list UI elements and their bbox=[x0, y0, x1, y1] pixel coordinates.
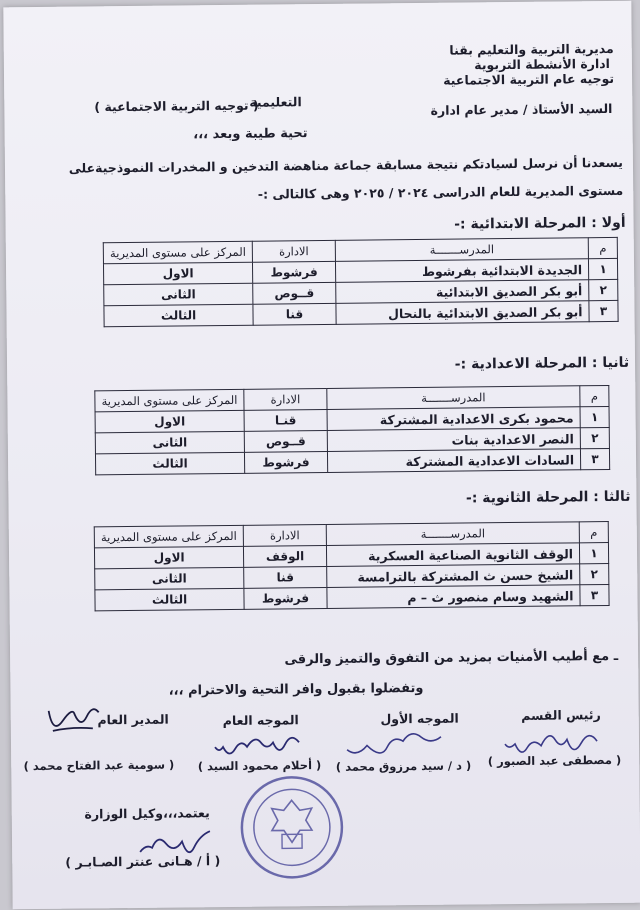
header-activities-admin: ادارة الأنشطة التربوية bbox=[474, 55, 610, 73]
signature-title-first-supervisor: الموجه الأول bbox=[380, 710, 459, 727]
document-page bbox=[3, 1, 640, 910]
intro-line-1: يسعدنا أن نرسل لسيادتكم نتيجة مسابقة جماعة مناهضة التدخين و المخدرات النموذجيةعلى bbox=[68, 154, 624, 176]
official-stamp bbox=[236, 772, 347, 883]
header-num: م bbox=[588, 237, 617, 258]
row-num: ٢ bbox=[580, 564, 609, 585]
header-block bbox=[443, 41, 614, 88]
section-primary-title: أولا : المرحلة الابتدائية :- bbox=[454, 214, 626, 233]
row-school: الوقف الثانوية الصناعية العسكرية bbox=[326, 543, 579, 567]
row-num: ١ bbox=[588, 258, 617, 279]
signature-title-general-director: المدير العام bbox=[97, 711, 169, 728]
row-num: ٣ bbox=[580, 448, 609, 469]
row-school: الشهيد وسام منصور ث – م bbox=[327, 585, 580, 609]
header-admin: الادارة bbox=[244, 388, 327, 410]
row-rank: الثالث bbox=[96, 452, 245, 475]
header-admin: الادارة bbox=[243, 524, 326, 546]
section-secondary-title: ثالثا : المرحلة الثانوية :- bbox=[465, 488, 631, 507]
header-admin: الادارة bbox=[252, 240, 335, 262]
addressee-left: ( توجيه التربية الاجتماعية ) bbox=[94, 97, 259, 115]
intro-line-2: مستوى المديرية للعام الدراسى ٢٠٢٤ / ٢٠٢٥ وهى كالتالى :- bbox=[257, 182, 624, 202]
signature-name-general-director: ( سومية عبد الفتاح محمد ) bbox=[23, 757, 175, 774]
table-preparatory bbox=[94, 385, 610, 475]
signature-name-first-supervisor: ( د / سيد مرزوق محمد ) bbox=[335, 758, 472, 774]
header-school: المدرســـــــة bbox=[326, 522, 579, 546]
signature-name-section-head: ( مصطفى عبد الصبور ) bbox=[487, 752, 622, 769]
row-school: أبو بكر الصديق الابتدائية بالنحال bbox=[336, 301, 589, 325]
signature-title-general-supervisor: الموجه العام bbox=[222, 712, 299, 729]
row-rank: الثالث bbox=[95, 588, 244, 611]
signature-name-general-supervisor: ( أحلام محمود السيد ) bbox=[197, 758, 322, 774]
table-row bbox=[104, 300, 618, 326]
row-rank: الاول bbox=[104, 262, 253, 285]
table-primary bbox=[103, 237, 619, 327]
row-admin: قــوص bbox=[253, 282, 336, 304]
row-rank: الثانى bbox=[104, 283, 253, 306]
row-num: ٣ bbox=[580, 585, 609, 606]
row-school: محمود بكرى الاعدادية المشتركة bbox=[327, 407, 580, 431]
signature-title-section-head: رئيس القسم bbox=[521, 707, 601, 723]
row-school: الشيخ حسن ث المشتركة بالترامسة bbox=[327, 564, 580, 588]
header-directorate: مديرية التربية والتعليم بقنا bbox=[449, 40, 614, 58]
row-school: أبو بكر الصديق الابتدائية bbox=[336, 280, 589, 304]
row-num: ١ bbox=[579, 543, 608, 564]
row-admin: فرشوط bbox=[252, 261, 335, 283]
table-row bbox=[95, 585, 609, 611]
table-secondary bbox=[94, 521, 610, 611]
row-rank: الثانى bbox=[95, 431, 244, 454]
row-admin: قنا bbox=[253, 303, 336, 325]
header-school: المدرســـــــة bbox=[327, 386, 580, 410]
row-school: الجديدة الابتدائية بفرشوط bbox=[335, 259, 588, 283]
approval-title: يعتمد،،،وكيل الوزارة bbox=[84, 805, 210, 822]
row-admin: الوقف bbox=[243, 545, 326, 567]
row-rank: الثالث bbox=[104, 304, 253, 327]
row-admin: قــوص bbox=[244, 430, 327, 452]
row-admin: فرشوط bbox=[244, 587, 327, 609]
row-admin: قنا bbox=[244, 566, 327, 588]
header-school: المدرســـــــة bbox=[335, 238, 588, 262]
row-num: ٢ bbox=[580, 427, 609, 448]
row-rank: الاول bbox=[95, 546, 244, 569]
addressee-right: السيد الأستاذ / مدير عام ادارة bbox=[430, 100, 613, 118]
row-rank: الثانى bbox=[95, 567, 244, 590]
signature-scribble-first-supervisor bbox=[341, 725, 451, 760]
signature-scribble-general-supervisor bbox=[207, 726, 307, 761]
signature-scribble-general-director bbox=[39, 700, 109, 741]
table-row bbox=[96, 448, 610, 474]
header-social-guidance: توجيه عام التربية الاجتماعية bbox=[443, 70, 615, 88]
closing-regards: وتفضلوا بقبول وافر التحية والاحترام ،،، bbox=[168, 680, 424, 699]
row-school: النصر الاعدادية بنات bbox=[327, 428, 580, 452]
row-num: ١ bbox=[580, 406, 609, 427]
header-num: م bbox=[579, 522, 608, 543]
row-num: ٣ bbox=[589, 300, 618, 321]
section-preparatory-title: ثانيا : المرحلة الاعدادية :- bbox=[454, 354, 630, 373]
row-admin: فرشوط bbox=[244, 451, 327, 473]
approval-name: ( أ / هـانى عنتر الصـابـر ) bbox=[65, 853, 221, 870]
header-rank: المركز على مستوى المديرية bbox=[94, 525, 243, 548]
row-rank: الاول bbox=[95, 410, 244, 433]
header-rank: المركز على مستوى المديرية bbox=[95, 389, 244, 412]
row-school: السادات الاعدادية المشتركة bbox=[327, 449, 580, 473]
closing-wish: ـ مع أطيب الأمنيات بمزيد من التفوق والتميز والرقى bbox=[284, 648, 619, 668]
header-num: م bbox=[580, 385, 609, 406]
row-admin: قنـا bbox=[244, 409, 327, 431]
row-num: ٢ bbox=[589, 279, 618, 300]
addressee-middle: التعليمية bbox=[249, 94, 302, 110]
header-rank: المركز على مستوى المديرية bbox=[103, 241, 252, 264]
greeting: تحية طيبة وبعد ،،، bbox=[193, 126, 308, 143]
